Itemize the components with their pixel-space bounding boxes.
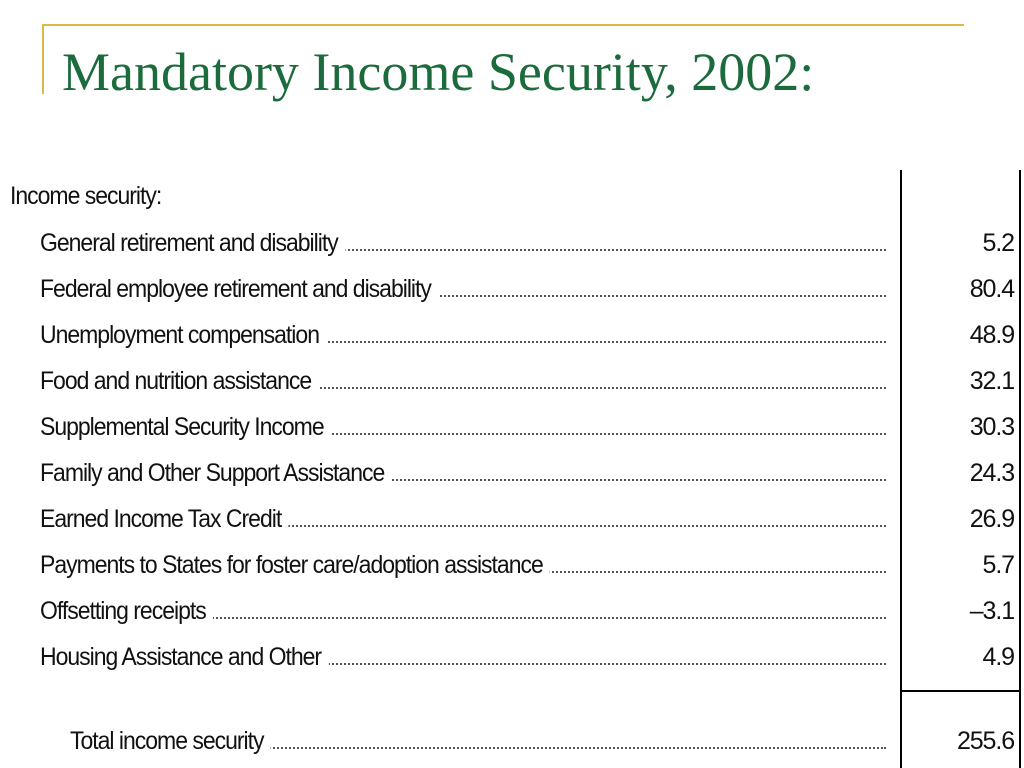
row-value: 5.2 [982,229,1014,257]
total-row [0,721,1024,761]
row-label: Federal employee retirement and disability [40,275,438,304]
row-value: 32.1 [969,367,1014,395]
table-row [0,315,1024,355]
total-separator-rule [900,690,1021,692]
total-label: Total income security [70,727,271,756]
table-row [0,591,1024,631]
row-label: Supplemental Security Income [40,413,331,442]
row-value: 48.9 [969,321,1014,349]
table-row [0,637,1024,677]
row-value: 80.4 [969,275,1014,303]
row-label: Family and Other Support Assistance [40,459,392,488]
table-row [0,545,1024,585]
row-label: Offsetting receipts [40,597,213,626]
row-value: 30.3 [969,413,1014,441]
row-label: General retirement and disability [40,229,345,258]
table-row [0,499,1024,539]
row-value: 24.3 [969,459,1014,487]
row-value: –3.1 [969,597,1014,625]
row-value: 4.9 [982,643,1014,671]
table-row [0,407,1024,447]
row-value: 5.7 [982,551,1014,579]
table-row [0,269,1024,309]
section-heading-row [0,176,1024,216]
total-value: 255.6 [956,727,1014,755]
slide-title: Mandatory Income Security, 2002: [62,42,815,102]
table-row [0,361,1024,401]
row-value: 26.9 [969,505,1014,533]
row-label: Earned Income Tax Credit [40,505,289,534]
row-label: Food and nutrition assistance [40,367,318,396]
table-row [0,453,1024,493]
row-label: Housing Assistance and Other [40,643,328,672]
row-label: Payments to States for foster care/adoption assistance [40,551,550,580]
table-row [0,223,1024,263]
row-label: Unemployment compensation [40,321,326,350]
section-heading: Income security: [10,182,169,211]
